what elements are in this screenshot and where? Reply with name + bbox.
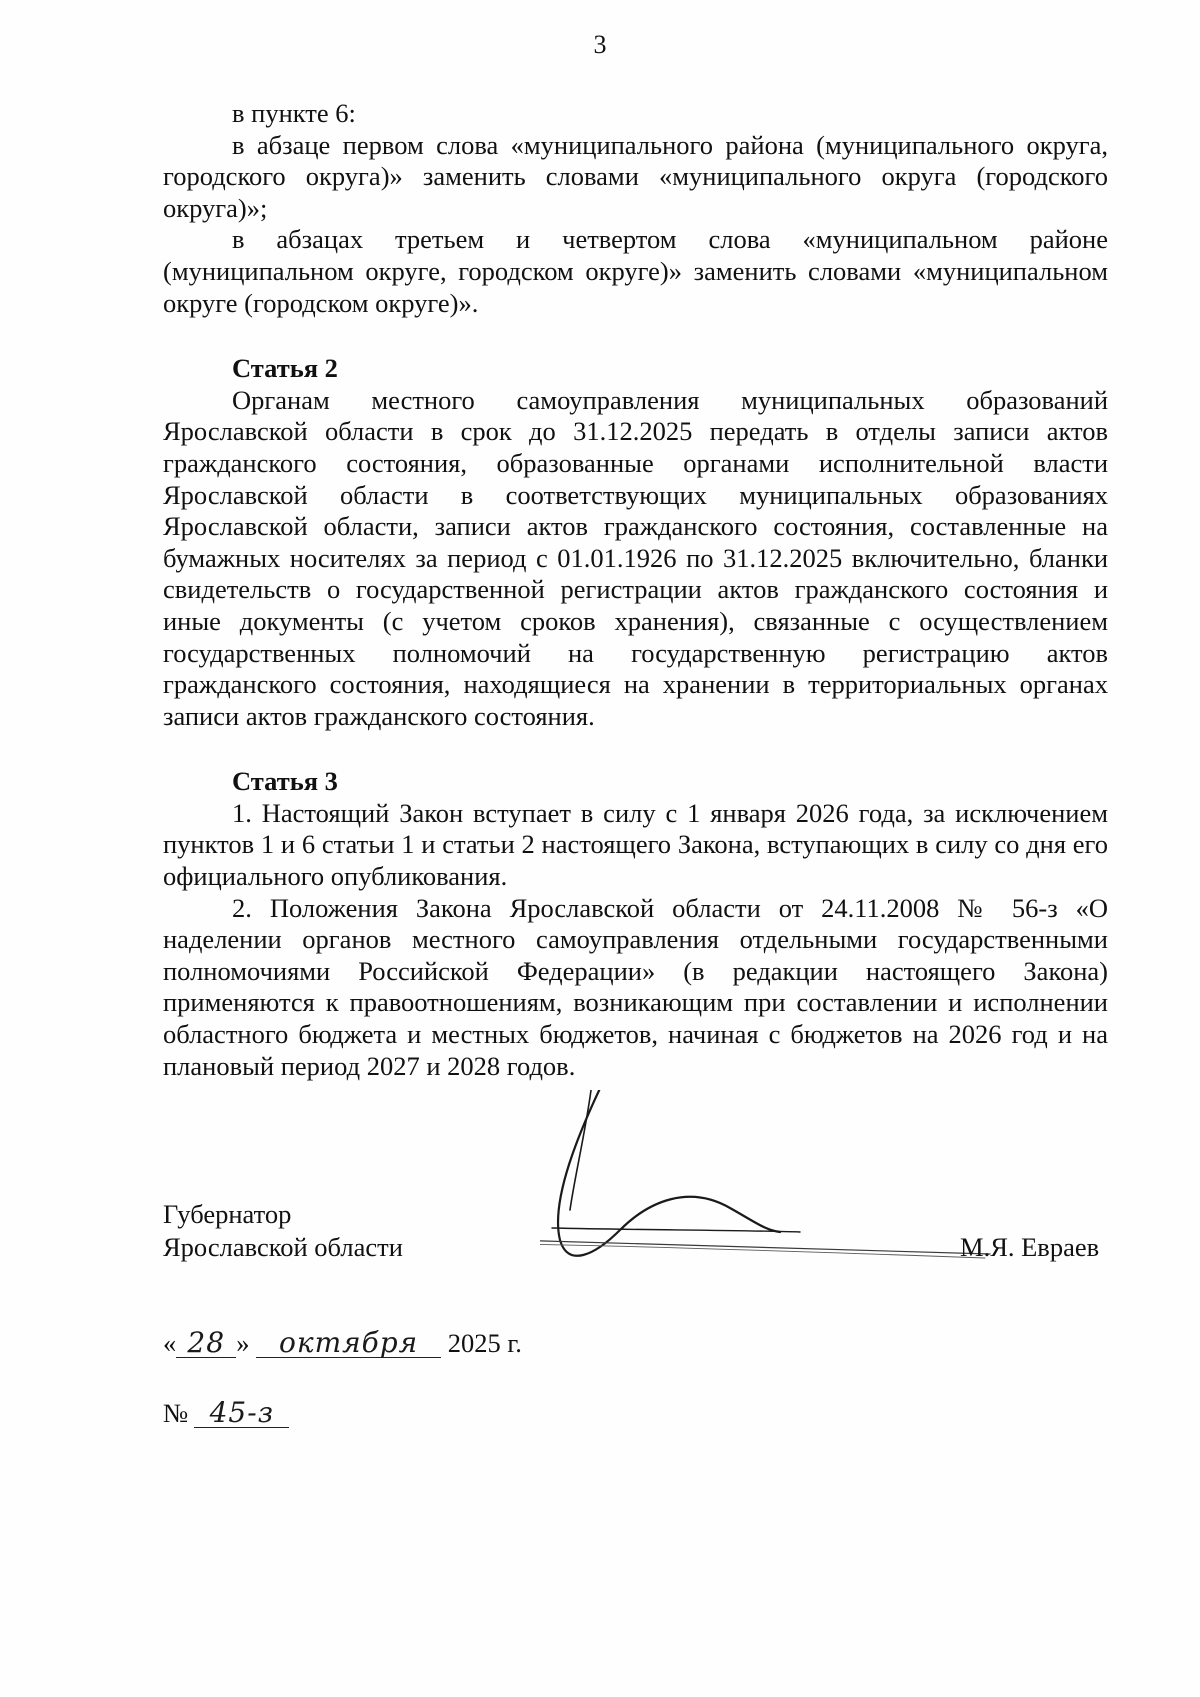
page-number: 3: [593, 30, 607, 59]
date-open-quote: «: [163, 1328, 177, 1358]
article-2-paragraph: Органам местного самоуправления муниципальных образований Ярославской области в срок до 31.12.2025 передать в отделы записи актов гражданского состояния, образованные органами исполнительной власти Ярославской области в соответствующих муниципальных образованиях Ярославской области, записи актов гражданского состояния, составленные на бумажных носителях за период с 01.01.1926 по 31.12.2025 включительно, бланки свидетельств о государственной регистрации актов гражданского состояния и иные документы (с учетом сроков хранения), связанные с осуществлением государственных полномочий на государственную регистрацию актов гражданского состояния, находящиеся на хранении в территориальных органах записи актов гражданского состояния.: [163, 384, 1108, 731]
amendment-paragraph-1: в пункте 6:: [232, 98, 356, 128]
signature-title: [163, 1198, 403, 1264]
signing-date: [163, 1328, 522, 1368]
amendment-paragraph-2: в абзаце первом слова «муниципального района (муниципального округа, городского округа)» заменить словами «муниципального округа (городского округа)»;: [163, 129, 1108, 223]
section-spacer: [163, 319, 1108, 353]
governor-signature: [540, 1090, 1000, 1310]
document-body: [163, 98, 1108, 1082]
article-3-paragraph-2: 2. Положения Закона Ярославской области от 24.11.2008 № 56-з «О наделении органов местного самоуправления отдельными государственными полномочиями Российской Федерации» (в редакции настоящего Закона) применяются к правоотношениям, возникающим при составлении и исполнении областного бюджета и местных бюджетов, начиная с бюджетов на 2026 год и на плановый период 2027 и 2028 годов.: [163, 892, 1108, 1081]
signature-title-line-2: Ярославской области: [163, 1232, 403, 1262]
article-3-paragraph-1: 1. Настоящий Закон вступает в силу с 1 января 2026 года, за исключением пунктов 1 и 6 статьи 1 и статьи 2 настоящего Закона, вступающих в силу со дня его официального опубликования.: [163, 797, 1108, 892]
date-close-quote: »: [236, 1328, 250, 1358]
date-month-handwritten: октября: [256, 1329, 441, 1358]
law-number: [163, 1398, 289, 1429]
article-3-heading: Статья 3: [232, 766, 338, 797]
date-day-handwritten: 28: [176, 1329, 236, 1358]
article-2-heading: Статья 2: [232, 353, 338, 384]
date-year: 2025 г.: [447, 1328, 522, 1358]
signature-title-line-1: Губернатор: [163, 1199, 292, 1229]
amendment-paragraph-3: в абзацах третьем и четвертом слова «муниципальном районе (муниципальном округе, городском округе)» заменить словами «муниципальном округе (городском округе)».: [163, 224, 1108, 318]
governor-name: М.Я. Евраев: [960, 1232, 1100, 1262]
section-spacer: [163, 732, 1108, 766]
law-number-handwritten: 45-з: [194, 1399, 289, 1428]
law-number-prefix: №: [163, 1398, 189, 1428]
